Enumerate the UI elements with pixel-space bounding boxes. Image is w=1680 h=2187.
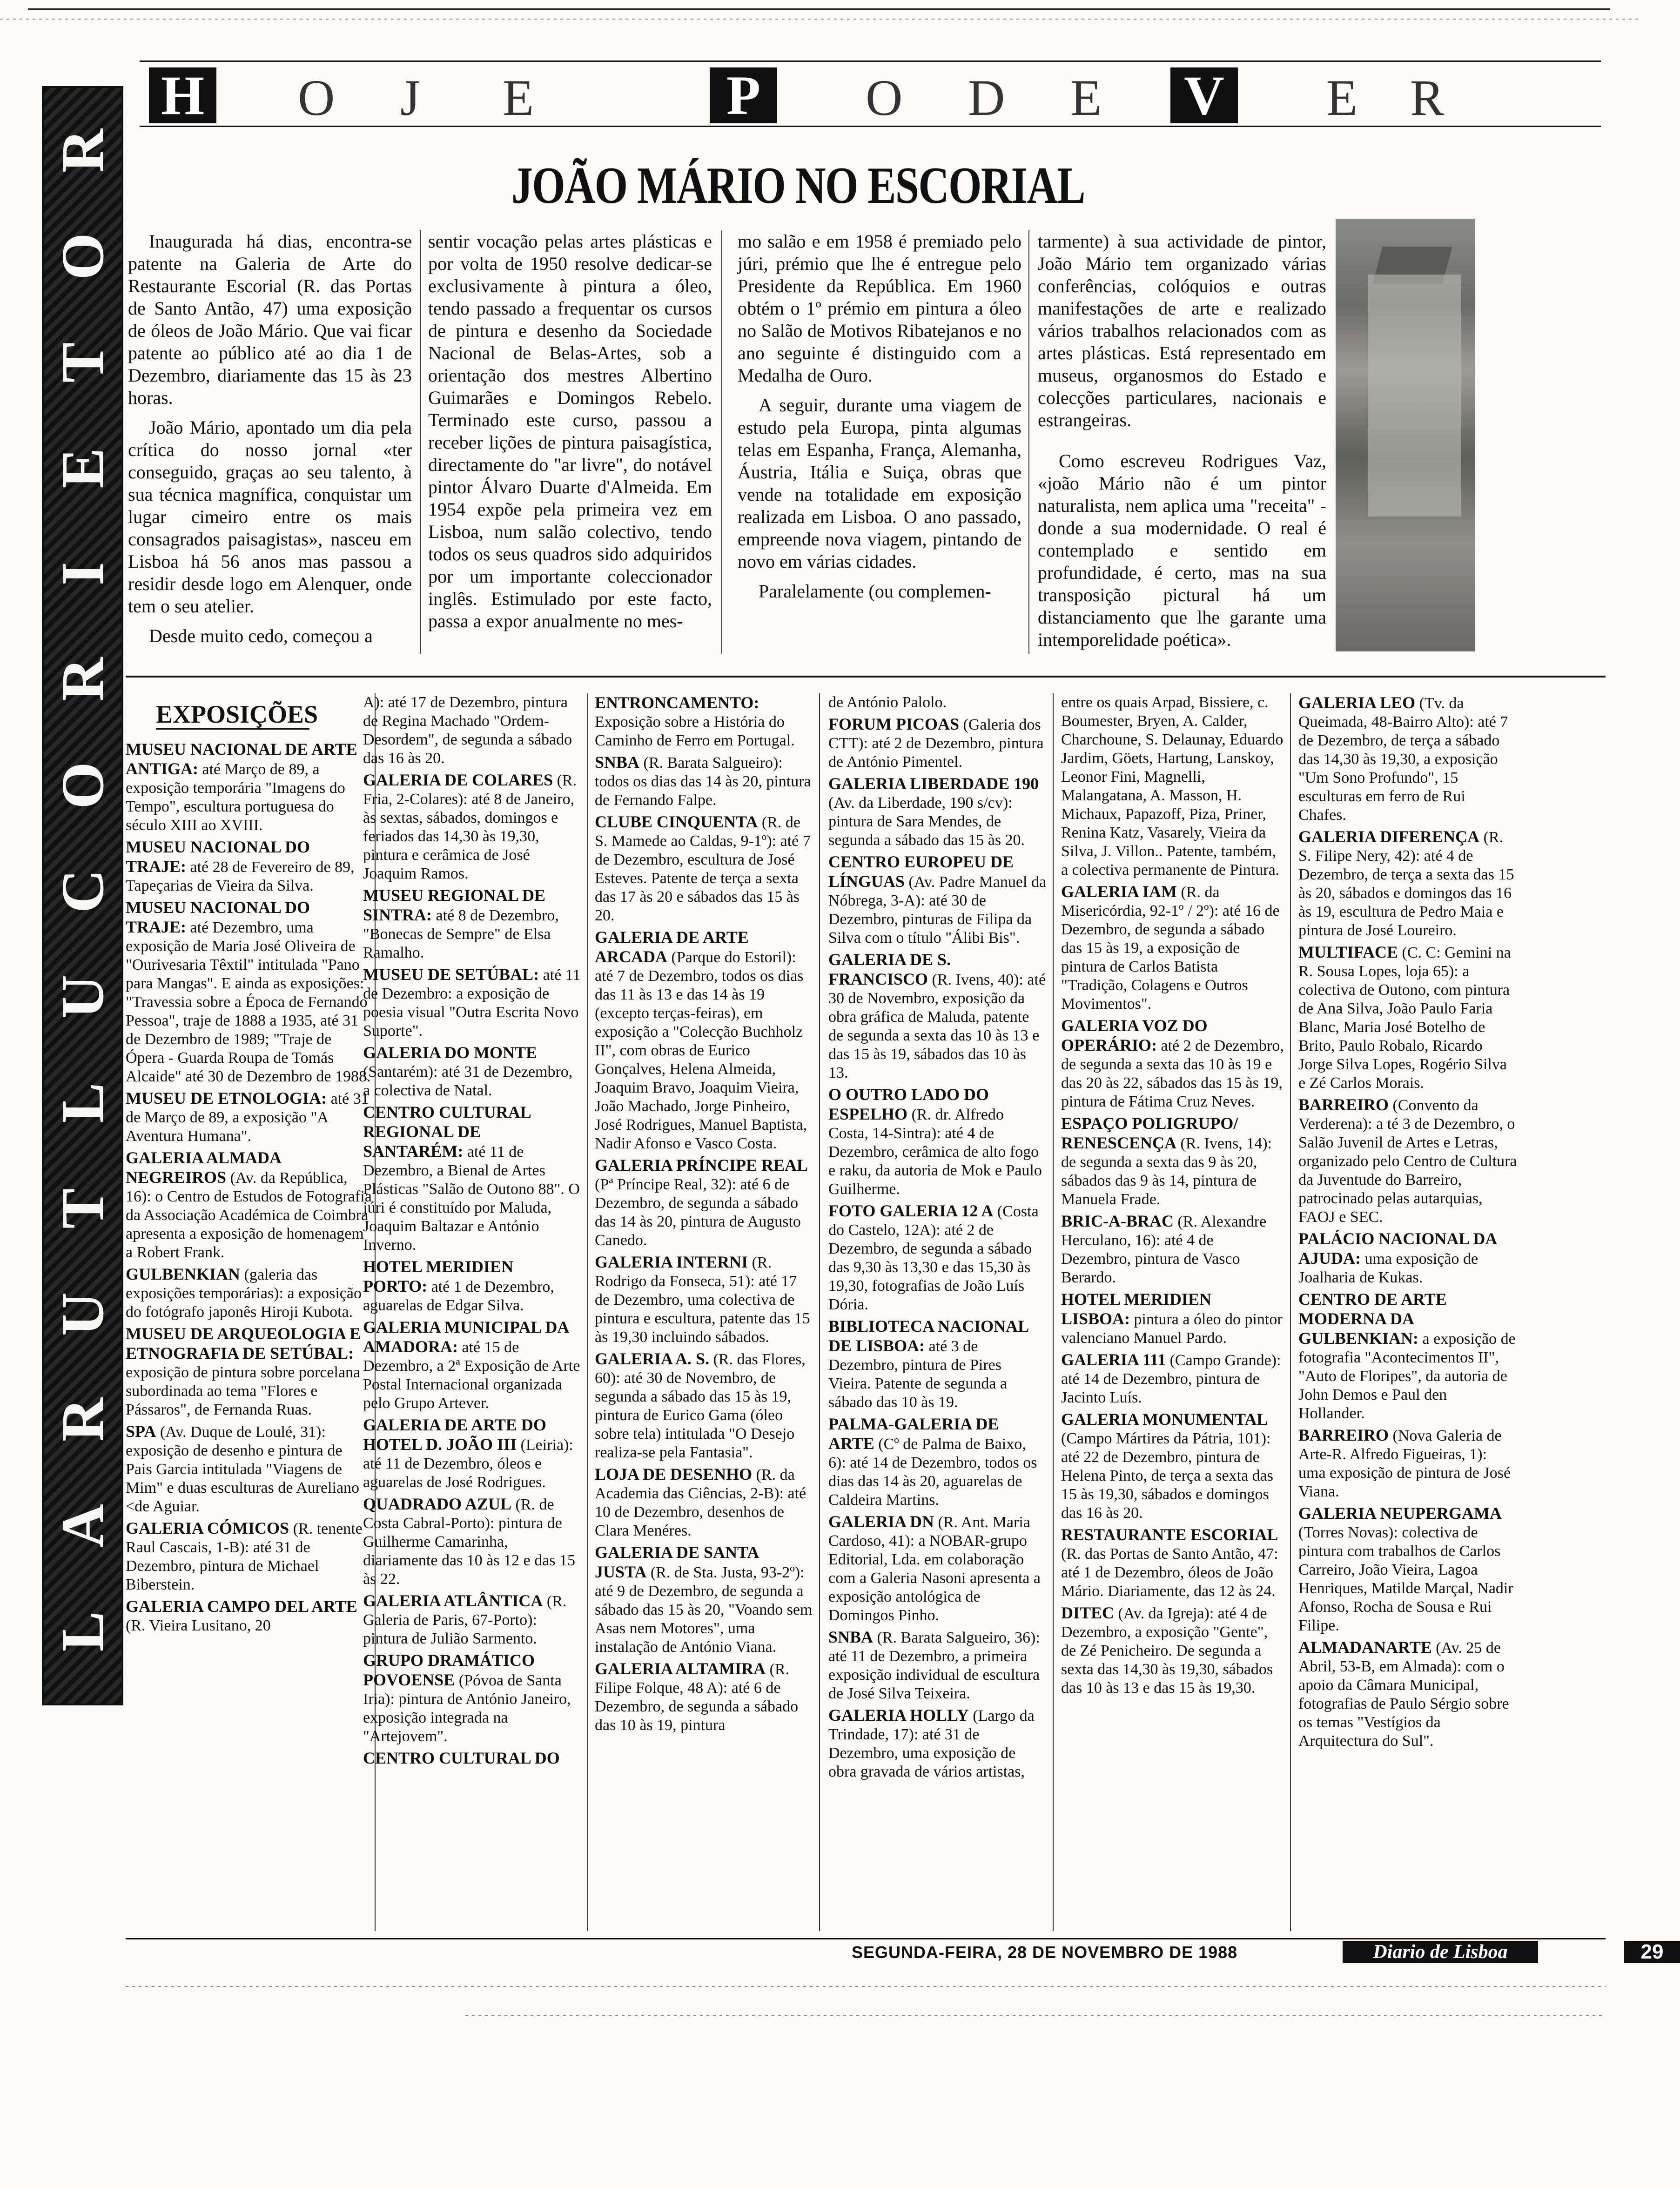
listing-details: (R. Barata Salgueiro, 36): até 11 de Dezembro, a primeira exposição individual de escultura de José Silva Teixeira. [828, 1629, 1040, 1702]
listing-venue: HOTEL MERIDIEN PORTO: [363, 1257, 514, 1295]
listing-details: até 11 de Dezembro, a Bienal de Artes Plásticas "Salão de Outono 88". O júri é constituído por Maluda, Joaquim Baltazar e António Inverno. [363, 1143, 580, 1254]
listing-entry [595, 1253, 813, 1347]
listing-entry [828, 1201, 1047, 1314]
listing-details: (Largo da Trindade, 17): até 31 de Dezembro, uma exposição de obra gravada de vários artistas, [828, 1707, 1035, 1780]
listing-entry [363, 1318, 582, 1413]
section-header [140, 60, 1601, 127]
listing-entry [595, 1349, 813, 1462]
listing-details: até 1 de Dezembro, aguarelas de Edgar Silva. [363, 1278, 554, 1314]
listing-entry [828, 1512, 1047, 1625]
article-paragraph: tarmente) à sua actividade de pintor, João Mário tem organizado várias conferências, colóquios e outras manifestações de arte e realizado vários trabalhos relacionados com as artes plásticas. Está representado em museus, organosmos do Estado e colecções particulares, nacionais e estrangeiras. [1038, 231, 1326, 430]
listing-entry [828, 1317, 1047, 1412]
issue-date: SEGUNDA-FEIRA, 28 DE NOVEMBRO DE 1988 [852, 1943, 1238, 1962]
listing-venue: GALERIA ALMADA NEGREIROS [126, 1148, 281, 1187]
article-bottom-rule [126, 676, 1606, 678]
listing-venue: GALERIA PRÍNCIPE REAL [595, 1156, 808, 1174]
header-rule [140, 60, 1601, 62]
header-letter: E [1326, 69, 1359, 126]
footer-dotted-rule [126, 1986, 1606, 1987]
listing-entry [126, 1519, 372, 1594]
newspaper-masthead: Diario de Lisboa [1343, 1941, 1538, 1963]
listing-entry [1061, 1212, 1284, 1287]
page-number: 29 [1624, 1941, 1680, 1963]
listing-details: (R. da Misericórdia, 92-1º / 2º): até 16 de Dezembro, de segunda a sábado das 15 às 19, a exposição de pintura de Carlos Batista "Tradição, Colagens e Outros Movimentos". [1061, 884, 1280, 1013]
listing-venue: CENTRO EUROPEU DE LÍNGUAS [828, 852, 1014, 891]
listing-entry [828, 1085, 1047, 1199]
listing-entry [126, 1265, 372, 1322]
listing-entry [1061, 1525, 1284, 1601]
listing-entry [363, 693, 582, 768]
listing-entry [363, 771, 582, 883]
listing-entry [363, 1591, 582, 1648]
listing-venue: ENTRONCAMENTO: [595, 693, 759, 712]
listing-details: uma exposição de Joalharia de Kukas. [1298, 1250, 1478, 1286]
listing-entry [828, 950, 1047, 1082]
article-paragraph: João Mário, apontado um dia pela crítica do nosso jornal «ter conseguido, graças ao seu talento, à sua técnica magnífica, conquistar um lugar cimeiro entre os mais consagrados paisagistas», nasceu em Lisboa há 56 anos mas passou a residir desde logo em Alenquer, onde tem o seu atelier. [128, 417, 412, 617]
listing-details: (Parque do Estoril): até 7 de Dezembro, todos os dias das 11 às 13 e das 14 às 19 (excepto terças-feiras), em exposição a "Colecção Buchholz II", com obras de Eurico Gonçalves, Helena Almeida, Joaquim Bravo, Joaquim Vieira, João Machado, Jorge Pinheiro, José Rodrigues, Manuel Baptista, Nadir Afonso e Vasco Costa. [595, 949, 807, 1152]
listing-venue: MUSEU NACIONAL DO TRAJE: [126, 838, 310, 876]
listing-entry [363, 965, 582, 1040]
banner-letter: A [49, 1503, 116, 1548]
listing-venue: GALERIA CÓMICOS [126, 1519, 289, 1537]
listing-venue: GALERIA INTERNI [595, 1253, 748, 1271]
listing-details: (Cº de Palma de Baixo, 6): até 14 de Dezembro, todos os dias das 14 às 20, aguarelas de Caldeira Martins. [828, 1436, 1037, 1509]
listing-details: (Torres Novas): colectiva de pintura com trabalhos de Carlos Carreiro, João Vieira, Lagoa Henriques, Matilde Marçal, Nadir Afonso, Rocha de Sousa e Rui Filipe. [1298, 1524, 1513, 1634]
listing-entry [126, 1422, 372, 1516]
listing-details: (R. tenente Raul Cascais, 1-B): até 31 de Dezembro, pintura de Michael Biberstein. [126, 1520, 363, 1593]
banner-letter: E [49, 448, 116, 489]
banner-letter: O [49, 762, 116, 809]
listing-details: (Av. Duque de Loulé, 31): exposição de desenho e pintura de Pais Garcia intitulada "Viagens de Mim" e duas esculturas de Aureliano <de Aguiar. [126, 1423, 360, 1515]
listing-column-3 [595, 693, 813, 1735]
listing-venue: MUSEU DE ETNOLOGIA: [126, 1089, 327, 1107]
listing-venue: GALERIA MUNICIPAL DA AMADORA: [363, 1318, 569, 1356]
listing-entry [126, 740, 372, 835]
listing-details: (Santarém): até 31 de Dezembro, a colectiva de Natal. [363, 1063, 573, 1099]
listing-venue: CENTRO CULTURAL REGIONAL DE SANTARÉM: [363, 1103, 531, 1161]
listing-details: a exposição de fotografia "Acontecimentos II", "Auto de Floripes", da autoria de John Demos e Paul den Hollander. [1298, 1330, 1516, 1422]
listing-entry [828, 693, 1047, 712]
listing-details: até 15 de Dezembro, a 2ª Exposição de Arte Postal Internacional organizada pelo Grupo Artever. [363, 1339, 580, 1412]
article-column-2 [428, 230, 712, 632]
listing-venue: GRUPO DRAMÁTICO POVOENSE [363, 1651, 535, 1689]
listing-entry [1298, 1638, 1517, 1751]
header-letter: R [1410, 69, 1445, 126]
listing-details: (R. Alexandre Herculano, 16): até 4 de Dezembro, pintura de Vasco Berardo. [1061, 1213, 1267, 1286]
top-rule [28, 8, 1610, 10]
listing-venue: GALERIA IAM [1061, 882, 1177, 901]
listing-venue: GALERIA MONUMENTAL [1061, 1410, 1268, 1429]
listing-venue: CENTRO DE ARTE MODERNA DA GULBENKIAN: [1298, 1290, 1447, 1348]
listing-venue: GALERIA NEUPERGAMA [1298, 1504, 1502, 1523]
listing-venue: PALMA-GALERIA DE ARTE [828, 1415, 999, 1453]
listing-venue: BARREIRO [1298, 1426, 1389, 1444]
listing-entry [1298, 1229, 1517, 1287]
listing-entry [126, 1324, 372, 1419]
listing-venue: CLUBE CINQUENTA [595, 812, 758, 831]
column-separator [1028, 230, 1029, 654]
listing-details: (Campo Grande): até 14 de Dezembro, pintura de Jacinto Luís. [1061, 1352, 1281, 1406]
banner-letter: L [49, 1082, 116, 1123]
listing-details: (R. das Portas de Santo Antão, 47: até 1 de Dezembro, óleos de João Mário. Diariamente, das 12 às 24. [1061, 1545, 1278, 1600]
listing-venue: GALERIA VOZ DO OPERÁRIO: [1061, 1016, 1208, 1054]
listing-venue: QUADRADO AZUL [363, 1495, 512, 1513]
listing-entry [126, 838, 372, 895]
listing-details: entre os quais Arpad, Bissiere, c. Boumester, Bryen, A. Calder, Charchoune, S. Delaunay, Eduardo Jardim, Göets, Hartung, Lanskoy, Leonor Fini, Magnelli, Malangatana, A. Masson, H. Michaux, Papazoff, Piza, Priner, Renina Katz, Vasarely, Vieira da Silva, J. Villon.. Patente, também, a colectiva permanente de Pintura. [1061, 694, 1284, 879]
listing-venue: GULBENKIAN [126, 1265, 241, 1283]
article-paragraph: A seguir, durante uma viagem de estudo pela Europa, pinta algumas telas em Espanha, França, Alemanha, Áustria, Itália e Suiça, obras que vende na totalidade em exposição realizada em Lisboa. O ano passado, empreende nova viagem, pintando de novo em várias cidades. [738, 395, 1021, 572]
listing-entry [1298, 943, 1517, 1093]
article-column-3 [738, 230, 1021, 603]
listing-details: até Dezembro, uma exposição de Maria José Oliveira de "Ourivesaria Têxtil" intitulada "Pano para Mangas". E ainda as exposições: "Travessia sobre a Época de Fernando Pessoa", traje de 1888 a 1935, até 31 de Dezembro de 1989; "Traje de Ópera - Guarda Roupa de Tomás Alcaide" até 30 de Dezembro de 1988. [126, 919, 371, 1085]
column-separator [721, 230, 722, 654]
listing-details: (R. das Flores, 60): até 30 de Novembro, de segunda a sábado das 15 às 19, pintura de Eurico Gama (óleo sobre tela) intitulada "O Desejo realiza-se pela Fantasia". [595, 1351, 806, 1461]
listing-entry [1061, 1350, 1284, 1407]
listing-venue: LOJA DE DESENHO [595, 1465, 753, 1483]
listing-details: pintura a óleo do pintor valenciano Manuel Pardo. [1061, 1311, 1283, 1347]
listing-venue: GALERIA CAMPO DEL ARTE [126, 1597, 357, 1616]
column-separator [420, 230, 421, 654]
listing-venue: GALERIA DE ARTE DO HOTEL D. JOÃO III [363, 1416, 546, 1454]
listing-venue: HOTEL MERIDIEN LISBOA: [1061, 1290, 1212, 1328]
listing-venue: GALERIA ATLÂNTICA [363, 1591, 543, 1610]
article-paragraph: Inaugurada há dias, encontra-se patente na Galeria de Arte do Restaurante Escorial (R. das Portas de Santo Antão, 47) uma exposição de óleos de João Mário. Que vai ficar patente ao público até ao dia 1 de Dezembro, diariamente das 15 às 23 horas. [128, 231, 412, 408]
listing-entry [828, 715, 1047, 771]
listing-entry [1298, 1095, 1517, 1227]
listing-column-6 [1298, 693, 1517, 1751]
header-letter: E [503, 69, 535, 126]
listing-details: até 28 de Fevereiro de 89, Tapeçarias de Vieira da Silva. [126, 859, 355, 894]
listing-venue: DITEC [1061, 1603, 1115, 1622]
listing-entry [1298, 1290, 1517, 1423]
listing-details: (R. Vieira Lusitano, 20 [126, 1617, 271, 1634]
listing-venue: GALERIA A. S. [595, 1349, 710, 1368]
listing-details: de António Palolo. [828, 694, 947, 711]
listing-details: Exposição sobre a História do Caminho de Ferro em Portugal. [595, 713, 795, 749]
photo-house [1368, 275, 1461, 517]
listing-entry [828, 1706, 1047, 1781]
listing-details: (R. S. Filipe Nery, 42): até 4 de Dezembro, de terça a sexta das 15 às 20, sábados e domingos das 16 às 19, escultura de Pedro Maia e pintura de José Loureiro. [1298, 829, 1514, 939]
footer-rule [126, 1938, 1606, 1939]
listing-venue: ESPAÇO POLIGRUPO/ RENESCENÇA [1061, 1114, 1238, 1152]
listing-details: exposição de pintura sobre porcelana subordinada ao tema "Flores e Pássaros", de Fernanda Ruas. [126, 1364, 361, 1418]
listing-details: (R. Filipe Folque, 48 A): até 6 de Dezembro, de segunda a sábado das 10 às 19, pintura [595, 1661, 799, 1734]
listing-venue: GALERIA DE S. FRANCISCO [828, 950, 951, 988]
listing-venue: O OUTRO LADO DO ESPELHO [828, 1085, 989, 1123]
listing-entry [828, 774, 1047, 850]
listing-venue: MUSEU DE SETÚBAL: [363, 965, 539, 984]
listing-venue: GALERIA DE COLARES [363, 771, 553, 789]
listing-venue: GALERIA DN [828, 1512, 934, 1531]
listing-venue: GALERIA 111 [1061, 1350, 1166, 1369]
footer-dotted-rule [465, 2015, 1606, 2016]
header-letter: E [1070, 69, 1103, 126]
listing-details: até Março de 89, a exposição temporária "Imagens do Tempo", escultura portuguesa do século XIII ao XVIII. [126, 761, 345, 834]
banner-letter: C [49, 869, 116, 913]
listing-details: (Nova Galeria de Arte-R. Alfredo Figueiras, 1): uma exposição de pintura de José Viana. [1298, 1427, 1511, 1500]
header-letter: D [968, 69, 1006, 126]
painting-photo [1336, 219, 1475, 651]
banner-letter: T [49, 342, 116, 382]
listing-details: até 3 de Dezembro, pintura de Pires Vieira. Patente de segunda a sábado das 10 às 19. [828, 1338, 1008, 1411]
column-separator [1290, 693, 1291, 1931]
listing-details: (R. Ant. Maria Cardoso, 41): a NOBAR-grupo Editorial, Lda. em colaboração com a Galeria Nasoni apresenta a exposição antológica de Domingos Pinho. [828, 1514, 1041, 1624]
listing-entry [126, 898, 372, 1086]
listing-entry [595, 693, 813, 750]
listing-venue: MULTIFACE [1298, 943, 1398, 961]
listing-venue: BIBLIOTECA NACIONAL DE LISBOA: [828, 1317, 1028, 1355]
listing-details: (Tv. da Queimada, 48-Bairro Alto): até 7 de Dezembro, de terça a sábado das 14,30 às 19,30, a exposição "Um Sono Profundo", 15 esculturas em ferro de Rui Chafes. [1298, 695, 1508, 824]
listing-entry [1061, 882, 1284, 1013]
listing-details: (R. de Costa Cabral-Porto): pintura de Guilherme Camarinha, diariamente das 10 às 12 e das 15 às 22. [363, 1496, 576, 1588]
listing-venue: FOTO GALERIA 12 A [828, 1201, 994, 1220]
listing-details: (Convento da Verderena): a té 3 de Dezembro, o Salão Juvenil de Artes e Letras, organizado pelo Centro de Cultura da Juventude do Barreiro, patrocinado pelas autarquias, FAOJ e SEC. [1298, 1097, 1517, 1226]
listing-column-5 [1061, 693, 1284, 1697]
listing-venue: SNBA [595, 753, 640, 771]
banner-letter: I [49, 562, 116, 586]
article-column-4 [1038, 230, 1326, 651]
listing-details: (Av. da República, 16): o Centro de Estudos de Fotografia da Associação Académica de Coimbra apresenta a exposição de homenagem a Robert Frank. [126, 1169, 372, 1261]
listing-venue: GALERIA HOLLY [828, 1706, 969, 1724]
listing-details: (Galeria dos CTT): até 2 de Dezembro, pintura de António Pimentel. [828, 716, 1044, 771]
listing-venue: CENTRO CULTURAL DO [363, 1749, 560, 1767]
listing-details: (Póvoa de Santa Iria): pintura de António Janeiro, exposição integrada na "Artejovem". [363, 1672, 571, 1745]
banner-letter: R [49, 657, 116, 702]
listing-entry [363, 1043, 582, 1100]
listing-entry [1298, 693, 1517, 825]
listing-venue: GALERIA DE ARTE ARCADA [595, 928, 749, 966]
listing-venue: GALERIA LEO [1298, 693, 1416, 712]
listing-entry [363, 1651, 582, 1746]
column-separator [819, 693, 820, 1931]
listing-details: (R. dr. Alfredo Costa, 14-Sintra): até 4 de Dezembro, cerâmica de alto fogo e raku, da autoria de Mok e Paulo Guilherme. [828, 1106, 1042, 1198]
listing-entry [1061, 1114, 1284, 1209]
listing-column-1 [126, 740, 372, 1635]
article-paragraph: Como escreveu Rodrigues Vaz, «joão Mário não é um pintor naturalista, nem aplica uma "receita" - donde a sua modernidade. O real é contemplado e sentido em profundidade, é certo, mas na sua transposição pictural há um distanciamento que lhe garante uma intemporelidade poética». [1038, 450, 1326, 650]
listing-venue: SPA [126, 1422, 156, 1441]
roteiro-cultural-banner [42, 86, 123, 1705]
listing-details: (R. Ivens, 14): de segunda a sexta das 9 às 20, sábados das 9 às 14, pintura de Manuela Frade. [1061, 1135, 1272, 1208]
listing-entry [595, 1543, 813, 1657]
listing-entry [828, 1628, 1047, 1703]
listing-entry [828, 1415, 1047, 1509]
listing-entry [1298, 1426, 1517, 1501]
listing-venue: FORUM PICOAS [828, 715, 959, 733]
listing-venue: GALERIA ALTAMIRA [595, 1659, 766, 1678]
listing-details: (R. da Academia das Ciências, 2-B): até 10 de Dezembro, desenhos de Clara Menéres. [595, 1466, 806, 1539]
listing-venue: MUSEU NACIONAL DE ARTE ANTIGA: [126, 740, 357, 778]
listing-entry [363, 1749, 582, 1768]
listing-venue: MUSEU DE ARQUEOLOGIA E ETNOGRAFIA DE SETÚBAL: [126, 1324, 361, 1362]
listing-details: até 11 de Dezembro: a exposição de poesia visual "Outra Escrita Novo Suporte". [363, 966, 581, 1040]
listing-details: (R. Barata Salgueiro): todos os dias das 14 às 20, pintura de Fernando Falpe. [595, 754, 811, 809]
listing-entry [126, 1089, 372, 1146]
listing-details: (Leiria): até 11 de Dezembro, óleos e aguarelas de José Rodrigues. [363, 1436, 573, 1491]
listing-details: (galeria das exposições temporárias): a exposição do fotógrafo japonês Hiroji Kubota. [126, 1266, 362, 1321]
listing-details: (Av. da Liberdade, 190 s/cv): pintura de Sara Mendes, de segunda a sábado das 15 às 20. [828, 794, 1025, 849]
listing-details: (Av. 25 de Abril, 53-B, em Almada): com o apoio da Câmara Municipal, fotografias de Paulo Sérgio sobre os temas "Vestígios da Arquitectura do Sul". [1298, 1639, 1509, 1750]
banner-letter: U [49, 1292, 116, 1336]
listing-venue: BRIC-A-BRAC [1061, 1212, 1174, 1230]
listing-entry [595, 812, 813, 925]
listing-details: (Av. da Igreja): até 4 de Dezembro, a exposição "Gente", de Zé Penicheiro. De segunda a sexta das 14,30 às 19,30, sábados das 10 às 13 e das 15 às 19,30. [1061, 1605, 1273, 1697]
listing-venue: SNBA [828, 1628, 874, 1646]
listing-venue: GALERIA DIFERENÇA [1298, 827, 1480, 846]
listing-details: (Campo Mártires da Pátria, 101): até 22 de Dezembro, pintura de Helena Pinto, de terça a sexta das 15 às 19,30, sábados e domingos das 16 às 20. [1061, 1430, 1273, 1522]
exposicoes-title: EXPOSIÇÕES [156, 700, 309, 730]
listing-details: até 2 de Dezembro, de segunda a sexta das 10 às 19 e das 20 às 22, sábados das 15 às 19, pintura de Fátima Cruz Neves. [1061, 1037, 1284, 1110]
banner-letter: R [49, 129, 116, 173]
listing-entry [595, 753, 813, 810]
banner-letter: T [49, 1188, 116, 1229]
listing-entry [126, 1148, 372, 1262]
listing-details: (C. C: Gemini na R. Sousa Lopes, loja 65): a colectiva de Outono, com pintura de Ana Silva, João Paulo Faria Blanc, Maria José Botelho de Brito, Paulo Robalo, Ricardo Jorge Silva Lopes, Rogério Silva e Zé Carlos Morais. [1298, 944, 1511, 1092]
banner-letter: R [49, 1398, 116, 1442]
listing-entry [1061, 693, 1284, 879]
listing-details: (R. Rodrigo da Fonseca, 51): até 17 de Dezembro, uma colectiva de pintura e escultura, patente das 15 às 19,30 incluindo sábados. [595, 1254, 810, 1346]
header-letter: O [298, 69, 336, 126]
listing-details: (R. Ivens, 40): até 30 de Novembro, exposição da obra gráfica de Maluda, patente de segunda a sexta das 10 às 13 e das 15 às 19, sábados das 10 às 13. [828, 971, 1046, 1081]
article-paragraph: Paralelamente (ou complemen- [759, 581, 991, 602]
listing-venue: GALERIA LIBERDADE 190 [828, 774, 1039, 793]
header-letter-box: H [149, 67, 216, 123]
listing-details: até 31 de Março de 89, a exposição "A Aventura Humana". [126, 1090, 369, 1145]
listing-entry [1061, 1016, 1284, 1111]
listing-details: A): até 17 de Dezembro, pintura de Regina Machado "Ordem-Desordem", de segunda a sábado das 16 às 20. [363, 694, 572, 767]
listing-entry [1061, 1290, 1284, 1348]
listing-entry [363, 1257, 582, 1315]
listing-venue: BARREIRO [1298, 1095, 1389, 1114]
page-footer [126, 1938, 1664, 1966]
listing-venue: ALMADANARTE [1298, 1638, 1432, 1657]
listing-venue: GALERIA DE SANTA JUSTA [595, 1543, 759, 1581]
listing-entry [363, 1495, 582, 1589]
listing-entry [1061, 1603, 1284, 1697]
top-dotted-rule [0, 19, 1638, 20]
listing-details: (R. de Sta. Justa, 93-2º): até 9 de Dezembro, de segunda a sábado das 15 às 20, "Voando sem Asas nem Motores", uma instalação de António Viana. [595, 1564, 813, 1656]
listing-venue: GALERIA DO MONTE [363, 1043, 538, 1062]
listing-venue: PALÁCIO NACIONAL DA AJUDA: [1298, 1229, 1497, 1268]
listing-entry [363, 886, 582, 962]
article-paragraph: Desde muito cedo, começou a [149, 625, 373, 646]
listing-entry [1061, 1410, 1284, 1523]
listing-entry [363, 1416, 582, 1492]
article-paragraph: sentir vocação pelas artes plásticas e por volta de 1950 resolve dedicar-se exclusivamente à pintura a óleo, tendo passado a frequentar os cursos de pintura e desenho da Sociedade Nacional de Belas-Artes, sob a orientação dos mestres Albertino Guimarães e Domingos Rebelo. Terminado este curso, passou a receber lições de pintura paisagística, directamente do "ar livre", do notável pintor Álvaro Duarte d'Almeida. Em 1954 expõe pela primeira vez em Lisboa, num salão colectivo, tendo todos os seus quadros sido adquiridos por um importante coleccionador inglês. Estimulado por este facto, passa a expor anualmente no mes- [428, 231, 712, 631]
listing-entry [126, 1597, 372, 1635]
header-letter-box: P [710, 67, 777, 123]
listing-details: (R. Galeria de Paris, 67-Porto): pintura de Julião Sarmento. [363, 1593, 567, 1647]
listing-entry [595, 1156, 813, 1250]
listing-details: (Av. Padre Manuel da Nóbrega, 3-A): até 30 de Dezembro, pinturas de Filipa da Silva com o título "Álibi Bis". [828, 873, 1047, 946]
listing-venue: MUSEU NACIONAL DO TRAJE: [126, 898, 310, 936]
listing-column-2 [363, 693, 582, 1768]
article-paragraph: mo salão e em 1958 é premiado pelo júri, prémio que lhe é entregue pelo Presidente da República. Em 1960 obtém o 1º prémio em pintura a óleo no Salão de Motivos Ribatejanos e no ano seguinte é distinguido com a Medalha de Ouro. [738, 231, 1021, 386]
listing-details: até 8 de Dezembro, "Bonecas de Sempre" de Elsa Ramalho. [363, 907, 559, 961]
header-letter: O [866, 69, 904, 126]
banner-letters [44, 88, 121, 1704]
listing-details: (Pª Príncipe Real, 32): até 6 de Dezembro, de segunda a sábado das 14 às 20, pintura de Augusto Canedo. [595, 1176, 801, 1249]
article-headline: JOÃO MÁRIO NO ESCORIAL [511, 157, 1085, 215]
column-separator [587, 693, 588, 1931]
listing-entry [363, 1103, 582, 1255]
listing-venue: MUSEU REGIONAL DE SINTRA: [363, 886, 546, 924]
listing-details: (Costa do Castelo, 12A): até 2 de Dezembro, de segunda a sábado das 9,30 às 13,30 e das 15,30 às 19,30, fotografias de João Luís Dória. [828, 1203, 1039, 1313]
listing-details: (R. Fria, 2-Colares): até 8 de Janeiro, às sextas, sábados, domingos e feriados das 14,30 às 19,30, pintura e cerâmica de José Joaquim Ramos. [363, 772, 577, 882]
listing-entry [828, 852, 1047, 947]
listing-details: (R. de S. Mamede ao Caldas, 9-1º): até 7 de Dezembro, escultura de José Esteves. Patente de terça a sexta das 17 às 20 e sábados das 15 às 20. [595, 814, 811, 924]
listing-entry [595, 1659, 813, 1735]
banner-letter: U [49, 975, 116, 1019]
header-letter: J [400, 69, 421, 126]
article-column-1 [128, 230, 412, 647]
listing-entry [1298, 827, 1517, 940]
listing-venue: RESTAURANTE ESCORIAL [1061, 1525, 1278, 1544]
banner-letter: O [49, 233, 116, 280]
listing-entry [595, 1465, 813, 1540]
listing-entry [1298, 1504, 1517, 1635]
listing-entry [595, 928, 813, 1153]
banner-letter: L [49, 1611, 116, 1652]
header-letter-box: V [1170, 67, 1238, 123]
column-separator [1053, 693, 1054, 1931]
listing-column-4 [828, 693, 1047, 1781]
